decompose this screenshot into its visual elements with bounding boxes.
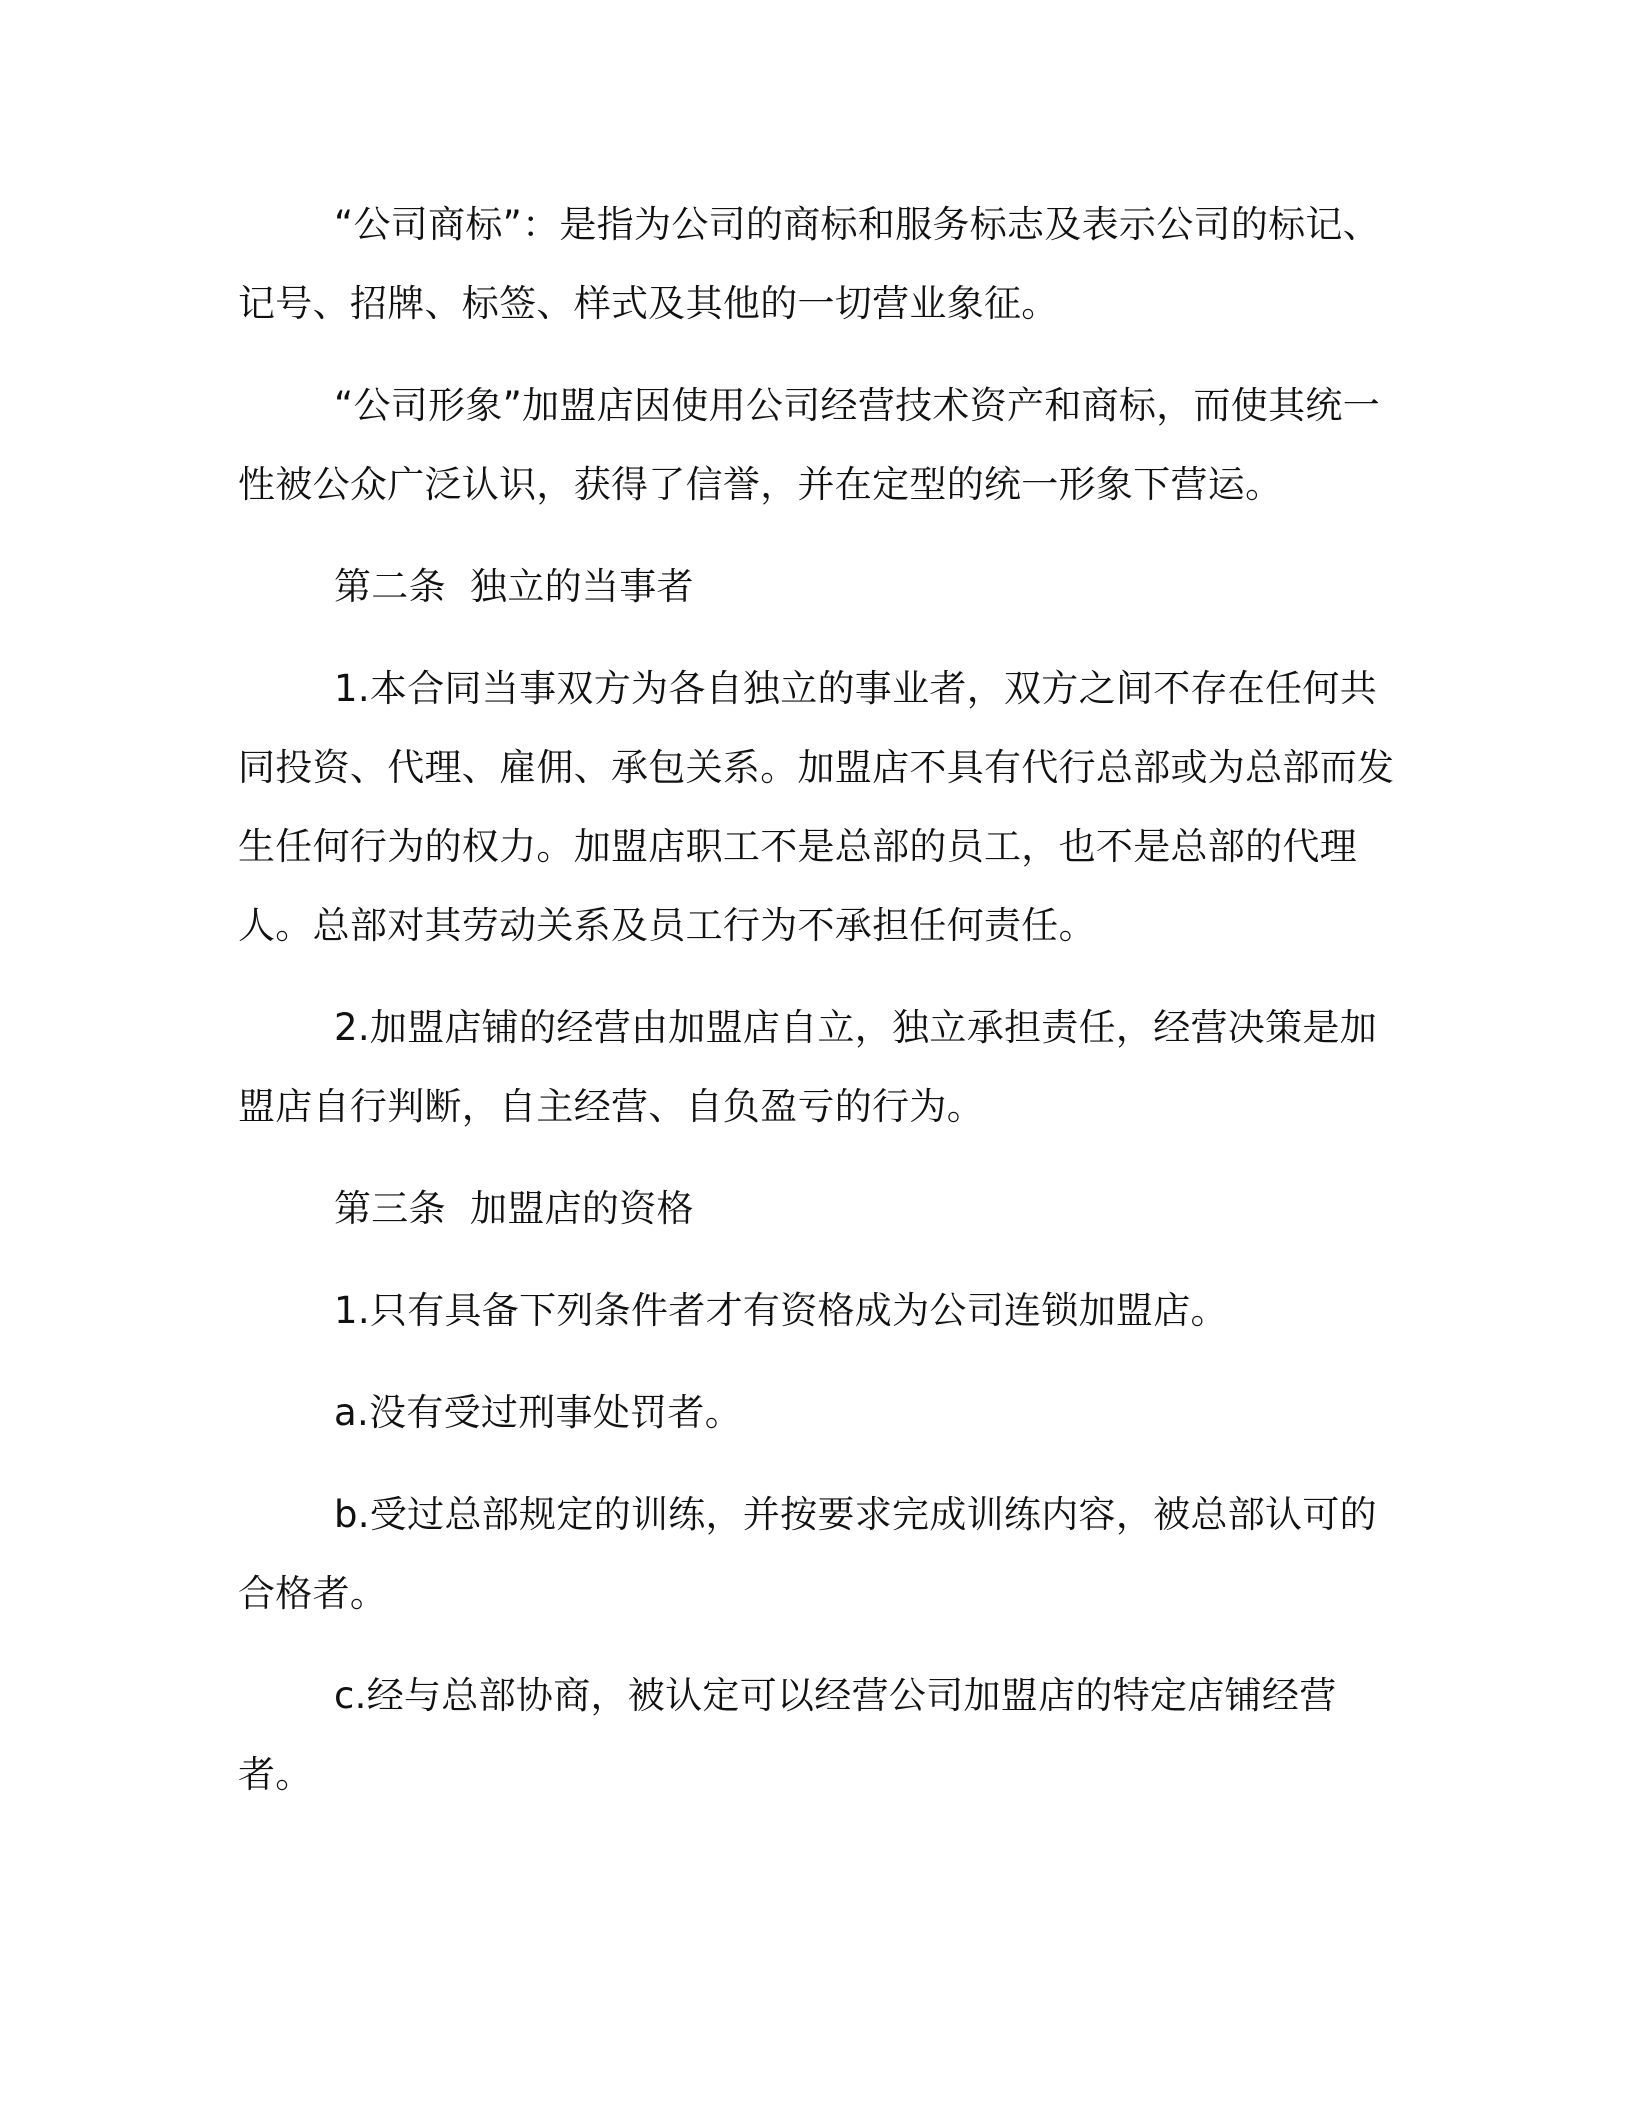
paragraph-condition-a: a.没有受过刑事处罚者。	[334, 1391, 743, 1434]
paragraph-article-2-item-1: 1.本合同当事双方为各自独立的事业者，双方之间不存在任何共同投资、代理、雇佣、承包关系。加盟店不具有代行总部或为总部而发生任何行为的权力。加盟店职工不是总部的员工，也不是总部的代理人。总部对其劳动关系及员工行为不承担任何责任。	[238, 667, 1395, 947]
paragraph-condition-b: b.受过总部规定的训练，并按要求完成训练内容，被总部认可的合格者。	[238, 1493, 1377, 1615]
article-2-heading: 第二条 独立的当事者	[334, 565, 694, 608]
article-3-heading: 第三条 加盟店的资格	[334, 1187, 694, 1230]
paragraph-image-definition: “公司形象”加盟店因使用公司经营技术资产和商标，而使其统一性被公众广泛认识，获得了信誉，并在定型的统一形象下营运。	[238, 384, 1381, 506]
paragraph-article-3-item-1: 1.只有具备下列条件者才有资格成为公司连锁加盟店。	[334, 1289, 1228, 1332]
document-body	[238, 185, 1408, 1814]
paragraph-article-2-item-2: 2.加盟店铺的经营由加盟店自立，独立承担责任，经营决策是加盟店自行判断，自主经营、自负盈亏的行为。	[238, 1006, 1377, 1128]
paragraph-trademark-definition: “公司商标”：是指为公司的商标和服务标志及表示公司的标记、记号、招牌、标签、样式及其他的一切营业象征。	[238, 203, 1381, 325]
paragraph-condition-c: c.经与总部协商，被认定可以经营公司加盟店的特定店铺经营者。	[238, 1674, 1337, 1796]
